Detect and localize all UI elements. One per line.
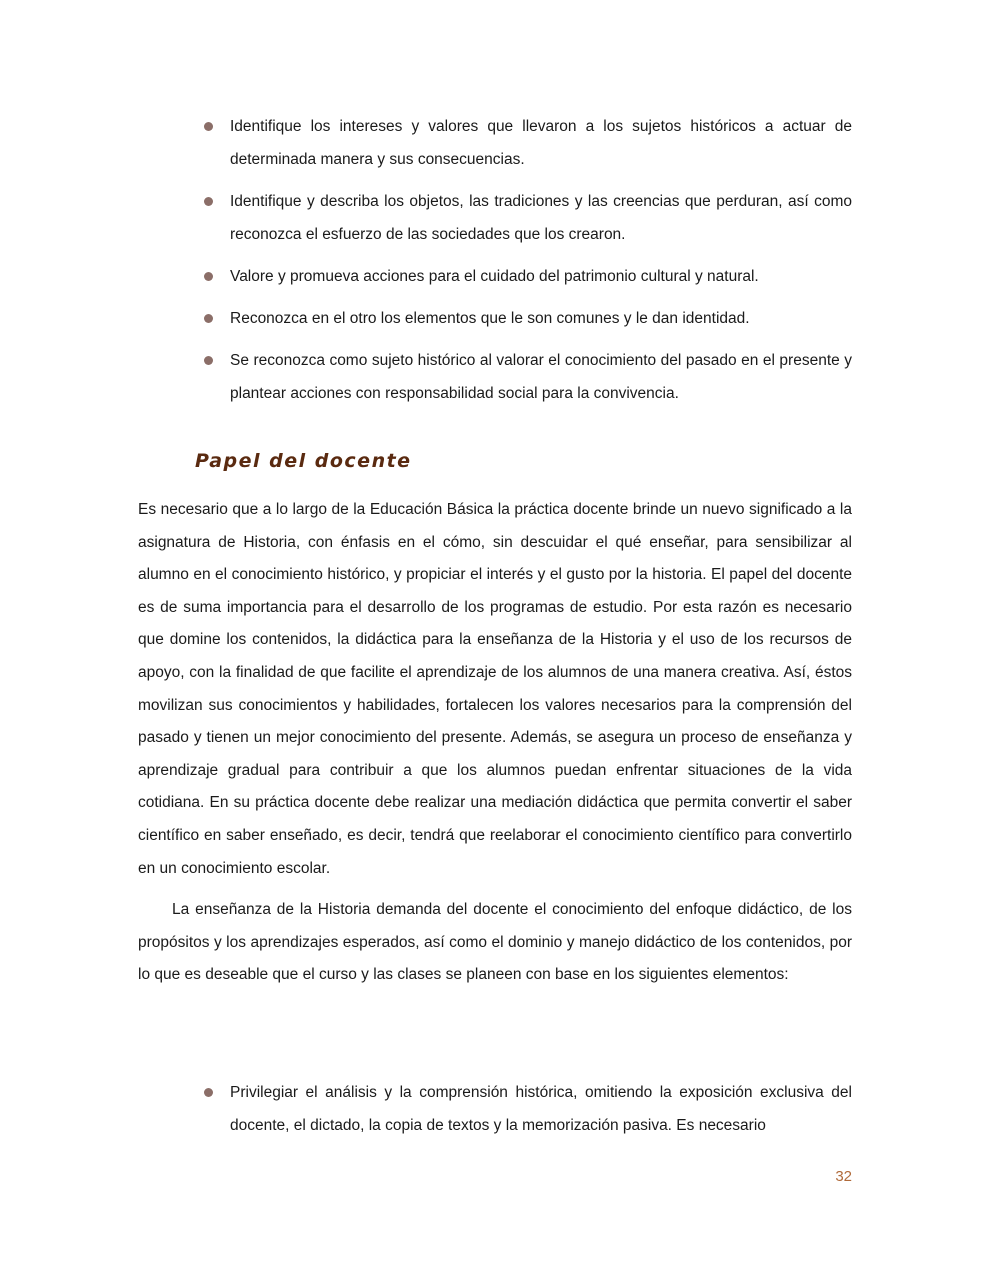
list-item [200, 260, 852, 293]
section-heading: Papel del docente [195, 450, 412, 472]
list-item-text: Identifique y describa los objetos, las tradiciones y las creencias que perduran, así como reconozca el esfuerzo de las sociedades que los crearon. [230, 193, 852, 243]
bullet-icon [204, 1088, 213, 1097]
list-item-text: Valore y promueva acciones para el cuidado del patrimonio cultural y natural. [230, 268, 759, 285]
list-item [200, 302, 852, 335]
bullet-icon [204, 356, 213, 365]
list-item [200, 1076, 852, 1142]
list-item-text: Privilegiar el análisis y la comprensión histórica, omitiendo la exposición exclusiva del docente, el dictado, la copia de textos y la memorización pasiva. Es necesario [230, 1084, 852, 1134]
body-paragraph: La enseñanza de la Historia demanda del docente el conocimiento del enfoque didáctico, de los propósitos y los aprendizajes esperados, así como el dominio y manejo didáctico de los contenidos, por lo que es deseable que el curso y las clases se planeen con base en los siguientes elementos: [138, 901, 852, 984]
learning-goals-list [200, 110, 852, 419]
list-item [200, 344, 852, 410]
list-item [200, 185, 852, 251]
body-paragraph: Es necesario que a lo largo de la Educación Básica la práctica docente brinde un nuevo significado a la asignatura de Historia, con énfasis en el cómo, sin descuidar el qué enseñar, para sensibilizar al alumno en el conocimiento histórico, y propiciar el interés y el gusto por la historia. El papel del docente es de suma importancia para el desarrollo de los programas de estudio. Por esta razón es necesario que domine los contenidos, la didáctica para la enseñanza de la Historia y el uso de los recursos de apoyo, con la finalidad de que facilite el aprendizaje de los alumnos de una manera creativa. Así, éstos movilizan sus conocimientos y habilidades, fortalecen los valores necesarios para la comprensión del pasado y tienen un mejor conocimiento del presente. Además, se asegura un proceso de enseñanza y aprendizaje gradual para contribuir a que los alumnos puedan enfrentar situaciones de la vida cotidiana. En su práctica docente debe realizar una mediación didáctica que permita convertir el saber científico en saber enseñado, es decir, tendrá que reelaborar el conocimiento científico para convertirlo en un conocimiento escolar. [138, 501, 852, 877]
bullet-icon [204, 272, 213, 281]
bullet-icon [204, 197, 213, 206]
planning-elements-list [200, 1076, 852, 1151]
bullet-icon [204, 122, 213, 131]
page-number: 32 [835, 1168, 852, 1185]
list-item-text: Reconozca en el otro los elementos que le son comunes y le dan identidad. [230, 310, 750, 327]
list-item-text: Se reconozca como sujeto histórico al valorar el conocimiento del pasado en el presente y plantear acciones con responsabilidad social para la convivencia. [230, 352, 852, 402]
list-item-text: Identifique los intereses y valores que llevaron a los sujetos históricos a actuar de determinada manera y sus consecuencias. [230, 118, 852, 168]
list-item [200, 110, 852, 176]
bullet-icon [204, 314, 213, 323]
